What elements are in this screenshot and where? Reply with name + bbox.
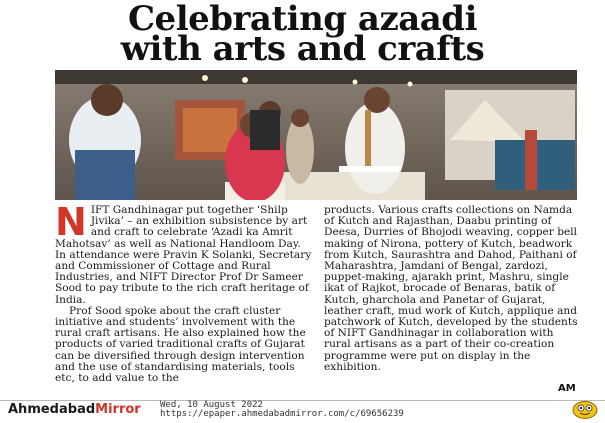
headline-line-2: with arts and crafts — [120, 29, 485, 69]
article-headline — [0, 0, 605, 69]
edition-date: Wed, 10 August 2022 — [160, 400, 263, 410]
drop-cap: N — [55, 200, 87, 244]
headline-line-1: Celebrating azaadi — [128, 0, 477, 39]
article-column-1 — [55, 200, 313, 385]
article-column-2 — [324, 205, 580, 373]
article-byline: AM — [558, 383, 576, 394]
article-paragraph-2: Prof Sood spoke about the craft cluster initiative and students’ involvement with the rural craft artisans. He also explained how the products of varied traditional crafts of Gujarat can be diversified through design intervention and the use of standardising materials, tools etc, to add value to the — [55, 304, 306, 385]
epaper-url[interactable]: https://epaper.ahmedabadmirror.com/c/69656239 — [160, 409, 404, 419]
publication-logo — [8, 403, 141, 417]
article-photo — [55, 70, 577, 200]
article-paragraph-3: products. Various crafts collections on Namda of Kutch and Rajasthan, Daabu printing of Deesa, Durries of Bhojodi weaving, copper bell making of Nirona, pottery of Kutch, beadwork from Kutch, Saurashtra and Dahod, Paithani of Maharashtra, Jamdani of Bengal, zardozi, puppet-making, ajarakh print, Mashru, single ikat of Rajkot, brocade of Benaras, batik of Kutch, gharchola and Panetar of Gujarat, leather craft, mud work of Kutch, applique and patchwork of Kutch, developed by the students of NIFT Gandhinagar in collaboration with rural artisans as a part of their co-creation programme were put on display in the exhibition. — [324, 204, 578, 373]
cartoon-mascot-icon — [571, 399, 599, 419]
footer-meta — [160, 401, 404, 419]
brand-name-part-2: Mirror — [95, 402, 141, 417]
article-paragraph-1-text: IFT Gandhinagar put together ‘Shilp Jivika’ – an exhibition subsistence by art and craft to celebrate ‘Azadi ka Amrit Mahotsav’ as well as National Handloom Day. In attendance were Pravin K Solanki, Secretary and Commissioner of Cottage and Rural Industries, and NIFT Director Prof Dr Sameer Sood to pay tribute to the rich craft heritage of India. — [55, 204, 312, 306]
article-paragraph-1 — [55, 200, 313, 306]
brand-name-part-1: Ahmedabad — [8, 402, 96, 417]
